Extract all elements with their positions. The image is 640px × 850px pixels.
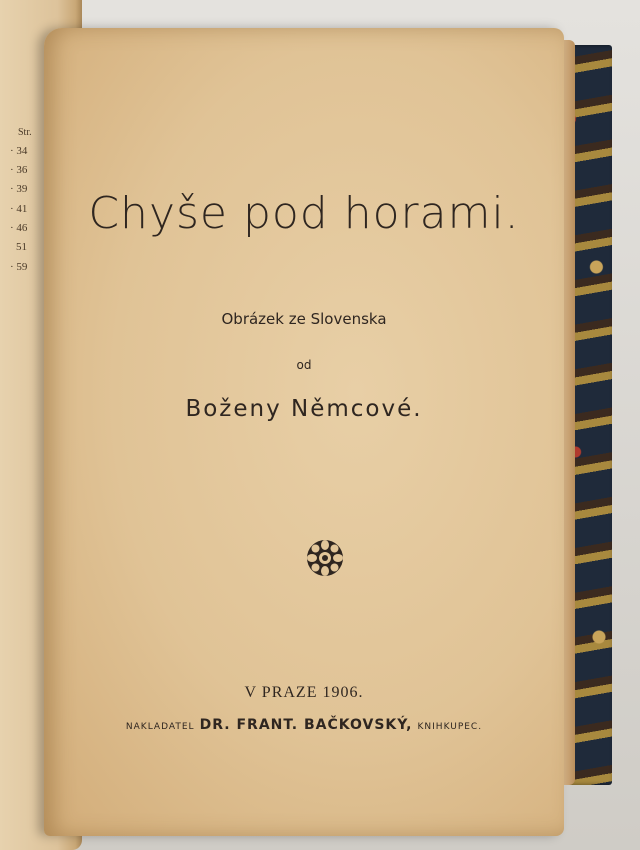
- book-title: Chyše pod horami.: [88, 188, 520, 239]
- toc-header: Str.: [18, 127, 32, 138]
- toc-page-number: 51: [16, 241, 27, 253]
- toc-page-number: · 36: [10, 164, 28, 176]
- title-page: [44, 28, 564, 836]
- book-subtitle: Obrázek ze Slovenska: [221, 310, 387, 328]
- toc-page-number: · 39: [10, 183, 28, 195]
- author-name: Boženy Němcové.: [185, 396, 423, 422]
- publisher-suffix: KNIHKUPEC.: [417, 722, 483, 732]
- place-and-year: V PRAZE 1906.: [244, 684, 364, 701]
- publisher-line: [44, 714, 564, 733]
- by-word: od: [296, 358, 312, 372]
- toc-page-number: · 59: [10, 261, 28, 273]
- toc-page-number: · 41: [10, 203, 28, 215]
- publisher-prefix: NAKLADATEL: [125, 722, 195, 732]
- toc-page-number: · 34: [10, 145, 28, 157]
- toc-page-number: · 46: [10, 222, 28, 234]
- rosette-ornament-icon: [305, 538, 345, 578]
- publisher-name: DR. FRANT. BAČKOVSKÝ,: [199, 717, 413, 733]
